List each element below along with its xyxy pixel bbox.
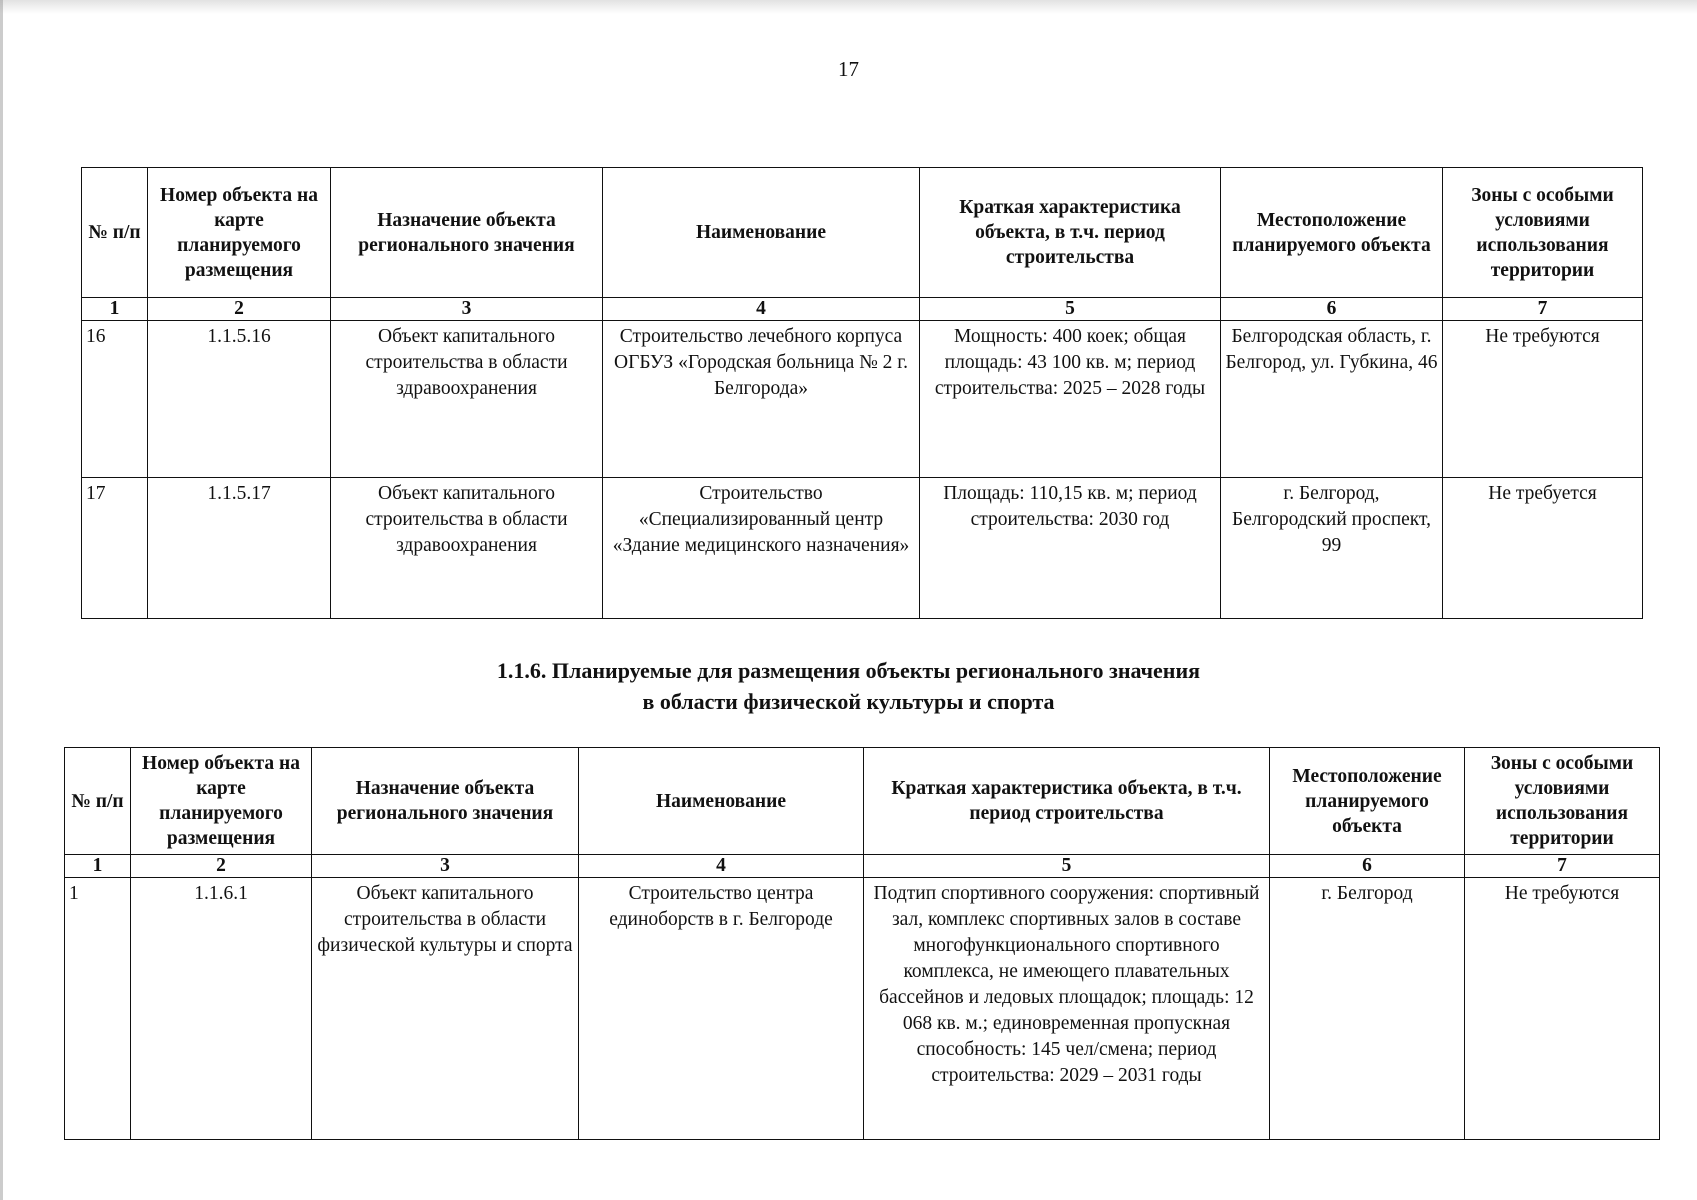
table-header-row xyxy=(82,168,1643,298)
column-number: 4 xyxy=(579,855,864,878)
header-cell: Зоны с особыми условиями использования территории xyxy=(1443,168,1643,298)
row-number: 1 xyxy=(65,878,131,1140)
object-name: Строительство центра единоборств в г. Белгороде xyxy=(579,878,864,1140)
object-characteristics: Площадь: 110,15 кв. м; период строительства: 2030 год xyxy=(920,478,1221,619)
column-number: 3 xyxy=(312,855,579,878)
column-number: 1 xyxy=(82,298,148,321)
header-cell: Назначение объекта регионального значения xyxy=(331,168,603,298)
header-cell: Краткая характеристика объекта, в т.ч. период строительства xyxy=(864,748,1270,855)
header-cell: Номер объекта на карте планируемого размещения xyxy=(131,748,312,855)
column-number: 7 xyxy=(1465,855,1660,878)
map-number: 1.1.5.16 xyxy=(148,321,331,478)
object-location: г. Белгород, Белгородский проспект, 99 xyxy=(1221,478,1443,619)
section-title-line: 1.1.6. Планируемые для размещения объекты регионального значения xyxy=(496,658,1201,683)
section-title xyxy=(0,655,1697,717)
object-purpose: Объект капитального строительства в области здравоохранения xyxy=(331,478,603,619)
column-number-row xyxy=(82,298,1643,321)
row-number: 16 xyxy=(82,321,148,478)
column-number: 1 xyxy=(65,855,131,878)
sport-objects-table xyxy=(64,747,1660,1140)
object-characteristics: Подтип спортивного сооружения: спортивный зал, комплекс спортивных залов в составе многофункционального спортивного комплекса, не имеющего плавательных бассейнов и ледовых площадок; площадь: 12 068 кв. м.; единовременная пропускная способность: 145 чел/смена; период строительства: 2029 – 2031 годы xyxy=(864,878,1270,1140)
column-number: 5 xyxy=(920,298,1221,321)
column-number: 2 xyxy=(131,855,312,878)
object-name: Строительство лечебного корпуса ОГБУЗ «Городская больница № 2 г. Белгорода» xyxy=(603,321,920,478)
header-cell: Местоположение планируемого объекта xyxy=(1270,748,1465,855)
table-header-row xyxy=(65,748,1660,855)
special-zones: Не требуется xyxy=(1443,478,1643,619)
column-number: 5 xyxy=(864,855,1270,878)
row-number: 17 xyxy=(82,478,148,619)
map-number: 1.1.6.1 xyxy=(131,878,312,1140)
header-cell: № п/п xyxy=(82,168,148,298)
page-number: 17 xyxy=(838,57,859,81)
object-location: Белгородская область, г. Белгород, ул. Губкина, 46 xyxy=(1221,321,1443,478)
special-zones: Не требуются xyxy=(1443,321,1643,478)
header-cell: Наименование xyxy=(579,748,864,855)
object-name: Строительство «Специализированный центр «Здание медицинского назначения» xyxy=(603,478,920,619)
column-number: 2 xyxy=(148,298,331,321)
column-number-row xyxy=(65,855,1660,878)
header-cell: Наименование xyxy=(603,168,920,298)
column-number: 7 xyxy=(1443,298,1643,321)
object-location: г. Белгород xyxy=(1270,878,1465,1140)
map-number: 1.1.5.17 xyxy=(148,478,331,619)
object-characteristics: Мощность: 400 коек; общая площадь: 43 100 кв. м; период строительства: 2025 – 2028 годы xyxy=(920,321,1221,478)
table-row xyxy=(82,321,1643,478)
section-title-line: в области физической культуры и спорта xyxy=(642,689,1055,714)
header-cell: Номер объекта на карте планируемого размещения xyxy=(148,168,331,298)
header-cell: Зоны с особыми условиями использования территории xyxy=(1465,748,1660,855)
column-number: 6 xyxy=(1270,855,1465,878)
special-zones: Не требуются xyxy=(1465,878,1660,1140)
table-row xyxy=(82,478,1643,619)
column-number: 6 xyxy=(1221,298,1443,321)
column-number: 3 xyxy=(331,298,603,321)
scan-edge-left xyxy=(0,0,3,1200)
object-purpose: Объект капитального строительства в области здравоохранения xyxy=(331,321,603,478)
scan-edge-top xyxy=(0,0,1697,14)
header-cell: Местоположение планируемого объекта xyxy=(1221,168,1443,298)
header-cell: Назначение объекта регионального значения xyxy=(312,748,579,855)
table-row xyxy=(65,878,1660,1140)
header-cell: № п/п xyxy=(65,748,131,855)
object-purpose: Объект капитального строительства в области физической культуры и спорта xyxy=(312,878,579,1140)
column-number: 4 xyxy=(603,298,920,321)
header-cell: Краткая характеристика объекта, в т.ч. период строительства xyxy=(920,168,1221,298)
health-objects-table xyxy=(81,167,1643,619)
